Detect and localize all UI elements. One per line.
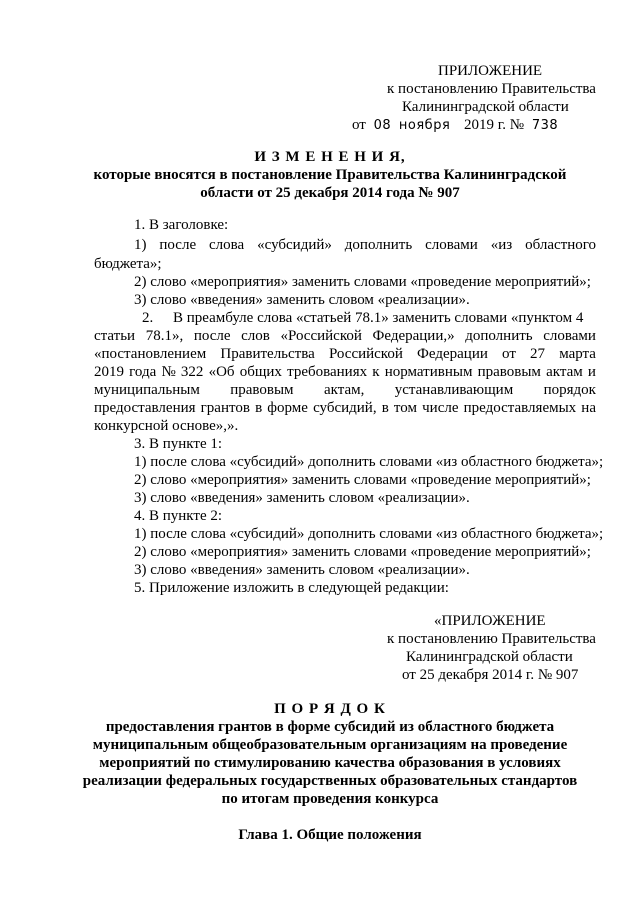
item-4: 4. В пункте 2: (134, 508, 223, 524)
word: «Об (208, 364, 235, 380)
word: актам (546, 364, 583, 380)
word: муниципальным (94, 382, 200, 398)
item-4-3: 3) слово «введения» заменить словом «реализации». (134, 562, 470, 578)
word: «субсидий» (257, 237, 332, 253)
word: предоставления (94, 400, 196, 416)
word: «постановлением (94, 346, 207, 362)
appendix2-resolution-ref: к постановлению Правительства (387, 631, 596, 647)
word: «из (490, 237, 513, 253)
date-day: 08 (373, 118, 392, 133)
item-3-2: 2) слово «мероприятия» заменить словами «проведение мероприятий»; (134, 472, 591, 488)
item-1-2: 2) слово «мероприятия» заменить словами «проведение мероприятий»; (134, 274, 591, 290)
item-2-line2 (94, 327, 596, 345)
word: 2019 (94, 364, 124, 380)
resolution-ref: к постановлению Правительства (387, 81, 596, 97)
word: Российской (328, 346, 403, 362)
item-2-line5 (94, 381, 596, 399)
word: предоставляемых (463, 400, 577, 416)
word: на (581, 400, 596, 416)
word: Правительства (220, 346, 315, 362)
word: числе (422, 400, 459, 416)
word: словами (425, 237, 478, 253)
word: порядок (543, 382, 596, 398)
word: дополнить (344, 237, 413, 253)
item-text: В преамбуле слова «статьей 78.1» заменить словами «пунктом 4 (173, 310, 584, 326)
item-4-1: 1) после слова «субсидий» дополнить словами «из областного бюджета»; (134, 526, 604, 542)
date-prefix: от (352, 117, 366, 133)
resolution-date (352, 116, 558, 135)
appendix2-region: Калининградской области (406, 649, 573, 665)
word: правовым (477, 364, 541, 380)
word: и (587, 364, 596, 380)
word: после (159, 237, 197, 253)
item-2-line3 (94, 345, 596, 363)
word: в (255, 400, 263, 416)
changes-subtitle-line1: которые вносятся в постановление Правительства Калининградской (93, 167, 567, 183)
appendix2-label: «ПРИЛОЖЕНИЕ (434, 613, 546, 629)
appendix2-date: от 25 декабря 2014 г. № 907 (402, 667, 579, 683)
item-3-3: 3) слово «введения» заменить словом «реализации». (134, 490, 470, 506)
word: 27 (530, 346, 546, 362)
word: нормативным (384, 364, 473, 380)
date-number: 738 (531, 118, 559, 133)
word: в (381, 400, 389, 416)
word: форме (267, 400, 308, 416)
word: требованиях (287, 364, 368, 380)
date-month: ноября (398, 118, 451, 133)
item-5: 5. Приложение изложить в следующей редакции: (134, 580, 449, 596)
changes-subtitle-line2: области от 25 декабря 2014 года № 907 (200, 185, 460, 201)
word: к (372, 364, 380, 380)
item-2-line1 (142, 309, 583, 327)
word: «Российской (280, 328, 362, 344)
word: дополнить (465, 328, 533, 344)
word: субсидий, (313, 400, 377, 416)
word: статьи (94, 328, 136, 344)
item-2-line4 (94, 363, 596, 381)
region-label: Калининградской области (402, 99, 569, 115)
word: 78.1», (145, 328, 184, 344)
order-subtitle-line4: реализации федеральных государственных образовательных стандартов (82, 773, 578, 789)
word: Федерации (417, 346, 488, 362)
word: устанавливающим (394, 382, 514, 398)
order-subtitle-line1: предоставления грантов в форме субсидий из областного бюджета (105, 719, 555, 735)
item-1-1-line (134, 236, 596, 254)
word: после (193, 328, 231, 344)
word: марта (559, 346, 596, 362)
word: слов (241, 328, 270, 344)
word: словами (543, 328, 596, 344)
word: том (393, 400, 417, 416)
word: грантов (200, 400, 250, 416)
word: 322 (180, 364, 204, 380)
item-1: 1. В заголовке: (134, 217, 229, 233)
word: № (161, 364, 176, 380)
word: слова (209, 237, 245, 253)
item-3-1: 1) после слова «субсидий» дополнить словами «из областного бюджета»; (134, 454, 604, 470)
appendix-label: ПРИЛОЖЕНИЕ (438, 63, 543, 79)
word: 1) (134, 237, 147, 253)
word: общих (239, 364, 282, 380)
item-3: 3. В пункте 1: (134, 436, 223, 452)
item-2-line6 (94, 399, 596, 417)
item-number: 2. (142, 310, 154, 326)
order-subtitle-line3: мероприятий по стимулированию качества образования в условиях (99, 755, 561, 771)
changes-heading: И З М Е Н Е Н И Я, (254, 149, 406, 165)
item-1-1-cont: бюджета»; (94, 256, 162, 272)
word: областного (525, 237, 596, 253)
word: Федерации,» (372, 328, 455, 344)
word: актам, (323, 382, 365, 398)
order-subtitle-line5: по итогам проведения конкурса (221, 791, 439, 807)
word: от (502, 346, 516, 362)
order-heading: П О Р Я Д О К (274, 701, 386, 717)
chapter-1-heading: Глава 1. Общие положения (238, 827, 422, 843)
item-1-3: 3) слово «введения» заменить словом «реализации». (134, 292, 470, 308)
word: правовым (230, 382, 294, 398)
order-subtitle-line2: муниципальным общеобразовательным организациям на проведение (92, 737, 568, 753)
date-year: 2019 г. № (464, 117, 525, 133)
item-4-2: 2) слово «мероприятия» заменить словами «проведение мероприятий»; (134, 544, 591, 560)
item-2-line7: конкурсной основе»,». (94, 418, 239, 434)
word: года (129, 364, 157, 380)
